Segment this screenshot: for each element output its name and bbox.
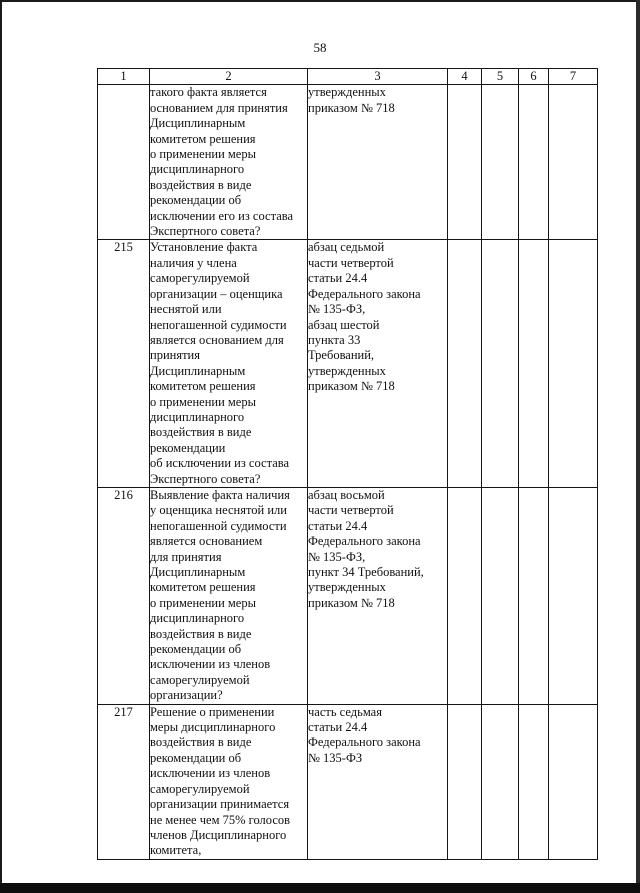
question-line: дисциплинарного [150, 409, 245, 424]
legal-reference-line: абзац восьмой [308, 487, 385, 502]
empty-cell-col-4 [448, 704, 482, 859]
question-line: членов Дисциплинарного [150, 827, 287, 842]
question-line: Установление факта [150, 240, 258, 255]
row-number-cell: 216 [98, 487, 150, 704]
question-line: комитетом решения [150, 580, 256, 595]
question-line: воздействия в виде [150, 626, 252, 641]
scan-edge-top [0, 0, 640, 2]
header-cell-3: 3 [308, 69, 448, 85]
question-line: принятия [150, 348, 200, 363]
question-line: рекомендации об [150, 642, 242, 657]
header-cell-2: 2 [150, 69, 308, 85]
question-line: об исключении из состава [150, 456, 290, 471]
header-cell-7: 7 [549, 69, 598, 85]
header-cell-4: 4 [448, 69, 482, 85]
question-line: дисциплинарного [150, 611, 245, 626]
legal-reference-cell [308, 487, 448, 704]
scan-edge-bottom [0, 883, 640, 893]
header-cell-6: 6 [519, 69, 549, 85]
legal-reference-line: абзац шестой [308, 317, 380, 332]
legal-reference-line: части четвертой [308, 255, 394, 270]
empty-cell-col-7 [549, 240, 598, 488]
empty-cell-col-6 [519, 240, 549, 488]
header-cell-1: 1 [98, 69, 150, 85]
question-line: Экспертного совета? [150, 224, 261, 239]
empty-cell-col-7 [549, 487, 598, 704]
legal-reference-line: статьи 24.4 [308, 518, 368, 533]
question-line: воздействия в виде [150, 177, 252, 192]
question-line: рекомендации об [150, 193, 242, 208]
empty-cell-col-6 [519, 704, 549, 859]
legal-reference-line: пункта 33 [308, 332, 361, 347]
question-line: о применении меры [150, 595, 256, 610]
legal-reference-line: часть седьмая [308, 704, 382, 719]
question-line: является основанием для [150, 332, 284, 347]
table-row [98, 240, 598, 488]
legal-reference-line: № 135-ФЗ [308, 750, 363, 765]
question-line: Выявление факта наличия [150, 487, 290, 502]
legal-reference-cell [308, 85, 448, 240]
question-line: рекомендации [150, 440, 226, 455]
question-line: организации – оценщика [150, 286, 283, 301]
legal-reference-line: Федерального закона [308, 534, 421, 549]
question-line: Дисциплинарным [150, 565, 246, 579]
question-line: такого факта является [150, 85, 267, 100]
question-line: саморегулируемой [150, 781, 250, 796]
empty-cell-col-4 [448, 240, 482, 488]
question-line: комитетом решения [150, 131, 256, 146]
question-line: саморегулируемой [150, 271, 250, 286]
empty-cell-col-5 [482, 240, 519, 488]
question-line: о применении меры [150, 147, 256, 162]
empty-cell-col-5 [482, 85, 519, 240]
requirements-table [97, 68, 598, 860]
question-line: является основанием [150, 534, 263, 549]
question-line: дисциплинарного [150, 162, 245, 177]
row-number-cell [98, 85, 150, 240]
question-line: наличия у члена [150, 255, 237, 270]
legal-reference-line: приказом № 718 [308, 379, 395, 394]
table-row [98, 704, 598, 859]
question-line: Экспертного совета? [150, 471, 261, 486]
question-line: исключении из членов [150, 657, 271, 672]
legal-reference-line: утвержденных [308, 580, 386, 595]
scan-edge-right [636, 0, 640, 893]
empty-cell-col-5 [482, 487, 519, 704]
legal-reference-line: приказом № 718 [308, 595, 395, 610]
question-line: организации принимается [150, 797, 290, 812]
legal-reference-line: статьи 24.4 [308, 271, 368, 286]
question-line: воздействия в виде [150, 735, 252, 750]
table-body [98, 85, 598, 859]
question-line: основанием для принятия [150, 100, 288, 115]
question-line: меры дисциплинарного [150, 720, 276, 735]
legal-reference-line: абзац седьмой [308, 240, 385, 255]
question-line: воздействия в виде [150, 425, 252, 440]
legal-reference-line: утвержденных [308, 363, 386, 378]
question-line: для принятия [150, 549, 222, 564]
table-row [98, 85, 598, 240]
question-line: непогашенной судимости [150, 518, 287, 533]
question-line: рекомендации об [150, 750, 242, 765]
question-line: неснятой или [150, 302, 222, 317]
question-line: исключении из членов [150, 766, 271, 781]
table-row [98, 487, 598, 704]
empty-cell-col-7 [549, 85, 598, 240]
header-row [98, 69, 598, 85]
question-line: Решение о применении [150, 704, 275, 719]
legal-reference-line: статьи 24.4 [308, 720, 368, 735]
question-line: комитета, [150, 843, 202, 858]
question-line: комитетом решения [150, 379, 256, 394]
row-number-cell: 217 [98, 704, 150, 859]
scan-edge-left [0, 0, 2, 893]
legal-reference-line: № 135-ФЗ, [308, 549, 366, 564]
row-number-cell: 215 [98, 240, 150, 488]
question-cell [150, 85, 308, 240]
legal-reference-line: приказом № 718 [308, 100, 395, 115]
legal-reference-line: пункт 34 Требований, [308, 565, 424, 579]
empty-cell-col-5 [482, 704, 519, 859]
header-cell-5: 5 [482, 69, 519, 85]
question-line: у оценщика неснятой или [150, 503, 287, 518]
question-cell [150, 487, 308, 704]
empty-cell-col-4 [448, 85, 482, 240]
question-line: Дисциплинарным [150, 116, 246, 131]
question-line: о применении меры [150, 394, 256, 409]
question-line: не менее чем 75% голосов [150, 812, 291, 827]
question-line: организации? [150, 688, 223, 703]
empty-cell-col-4 [448, 487, 482, 704]
legal-reference-line: Федерального закона [308, 735, 421, 750]
question-line: непогашенной судимости [150, 317, 287, 332]
legal-reference-line: утвержденных [308, 85, 386, 100]
question-line: саморегулируемой [150, 672, 250, 687]
page-number: 58 [313, 40, 327, 55]
legal-reference-cell [308, 240, 448, 488]
legal-reference-line: Федерального закона [308, 286, 421, 301]
question-line: Дисциплинарным [150, 363, 246, 378]
empty-cell-col-6 [519, 85, 549, 240]
empty-cell-col-6 [519, 487, 549, 704]
legal-reference-line: Требований, [308, 348, 375, 363]
question-line: исключении его из состава [150, 208, 294, 223]
empty-cell-col-7 [549, 704, 598, 859]
question-cell [150, 704, 308, 859]
legal-reference-line: части четвертой [308, 503, 394, 518]
legal-reference-line: № 135-ФЗ, [308, 302, 366, 317]
question-cell [150, 240, 308, 488]
legal-reference-cell [308, 704, 448, 859]
